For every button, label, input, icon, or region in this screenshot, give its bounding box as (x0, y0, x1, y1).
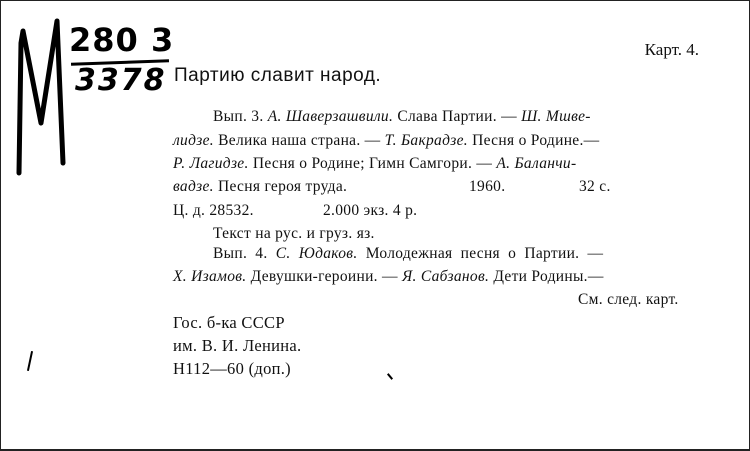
vol3-line-4 (173, 178, 347, 196)
text: Песня о Родине.— (467, 132, 600, 149)
vol3-line-3 (173, 155, 576, 173)
record-title: Партию славит народ. (174, 65, 382, 86)
author: Ш. Мшве- (521, 108, 591, 125)
author: Т. Бакрадзе. (384, 132, 468, 149)
author: Х. Изамов. (173, 268, 247, 285)
author: А. Шаверзашвили. (267, 108, 394, 125)
call-number-top: 280 3 (69, 21, 175, 59)
text: Велика наша страна. — (213, 132, 385, 149)
vol4-line-2 (173, 268, 604, 286)
author: лидзе. (173, 132, 214, 149)
handwritten-letter-m (11, 13, 69, 178)
text: Песня героя труда. (213, 178, 348, 195)
text: Дети Родины.— (489, 268, 604, 285)
text: Слава Партии. — (393, 108, 522, 125)
text: Молодежная песня о Партии. — (357, 245, 604, 262)
author: С. Юдаков. (275, 245, 358, 262)
text: Вып. 3. (213, 108, 268, 125)
library-name: Гос. б-ка СССР (173, 313, 285, 332)
call-number-bottom: 3378 (75, 63, 167, 98)
card-number: Карт. 4. (644, 40, 699, 59)
author: вадзе. (173, 178, 214, 195)
vol4-line-1 (213, 245, 603, 263)
vol3-line-1 (213, 108, 591, 126)
vol3-language-note: Текст на рус. и груз. яз. (213, 225, 375, 242)
scan-mark (387, 373, 393, 380)
vol3-catalog-number: Ц. д. 28532. (173, 202, 254, 219)
author: А. Баланчи- (496, 155, 577, 172)
vol3-line-2 (173, 132, 599, 150)
vol3-print-run: 2.000 экз. 4 р. (323, 202, 418, 219)
author: Р. Лагидзе. (173, 155, 249, 172)
text: Песня о Родине; Гимн Самгори. — (248, 155, 497, 172)
vol3-pages: 32 с. (579, 178, 611, 195)
library-code: Н112—60 (доп.) (173, 359, 291, 378)
scan-mark (27, 351, 33, 371)
see-next-card: См. след. карт. (578, 291, 679, 308)
library-dedication: им. В. И. Ленина. (173, 336, 302, 355)
author: Я. Сабзанов. (402, 268, 490, 285)
text: Девушки-героини. — (246, 268, 402, 285)
text: Вып. 4. (213, 245, 276, 262)
vol3-year: 1960. (469, 178, 506, 195)
